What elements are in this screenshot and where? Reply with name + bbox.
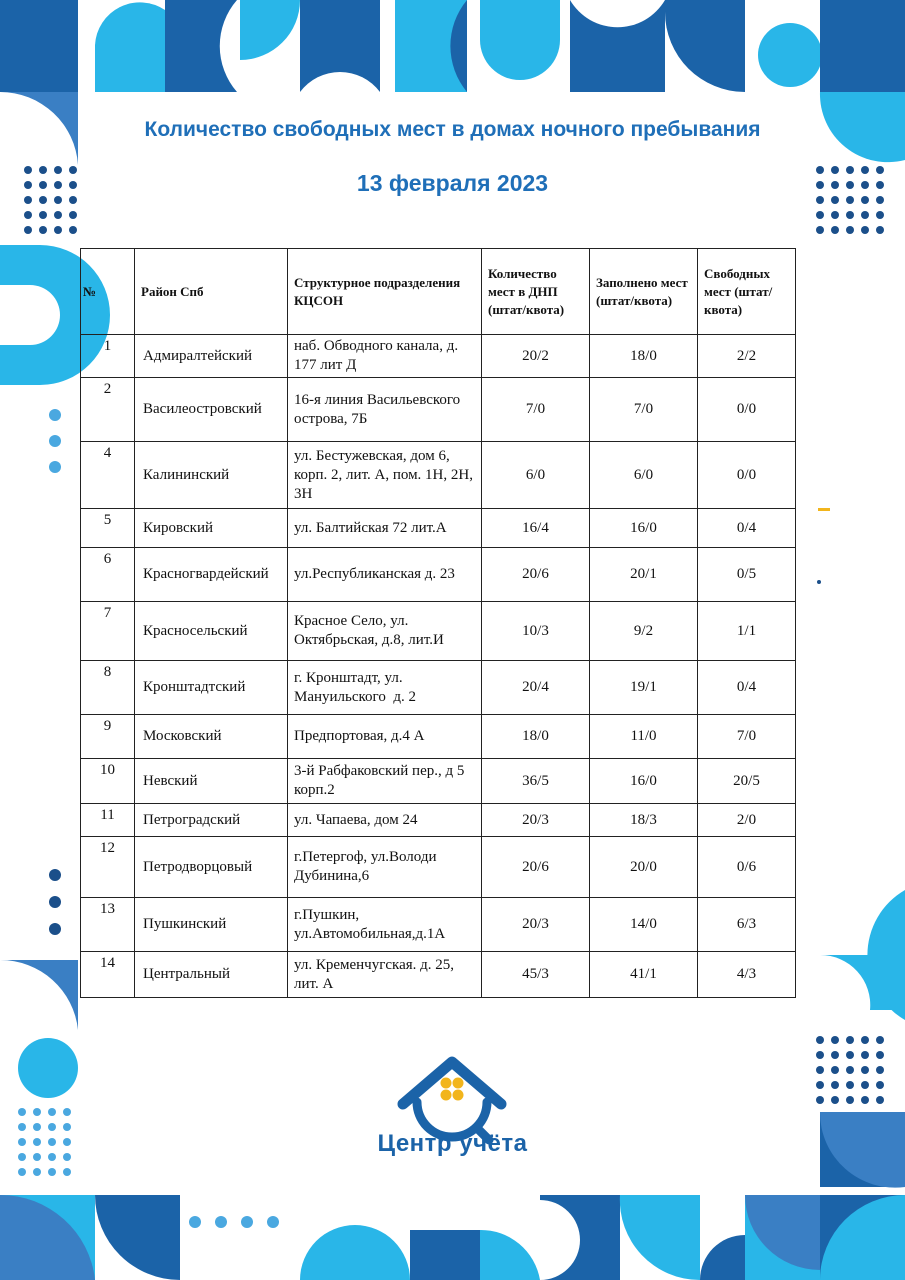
row-number: 4 bbox=[81, 442, 135, 509]
free-cell: 0/5 bbox=[698, 548, 796, 602]
filled-cell: 18/0 bbox=[590, 335, 698, 378]
table-row bbox=[81, 335, 796, 378]
filled-cell: 19/1 bbox=[590, 661, 698, 715]
table-header-row bbox=[81, 249, 796, 335]
free-cell: 1/1 bbox=[698, 602, 796, 661]
free-cell: 2/2 bbox=[698, 335, 796, 378]
district-cell: Московский bbox=[135, 715, 288, 759]
address-cell: Предпортовая, д.4 А bbox=[288, 715, 482, 759]
row-number: 10 bbox=[81, 759, 135, 804]
address-cell: 3-й Рабфаковский пер., д 5 корп.2 bbox=[288, 759, 482, 804]
table-row bbox=[81, 715, 796, 759]
district-cell: Петроградский bbox=[135, 804, 288, 837]
table-row bbox=[81, 442, 796, 509]
column-header-capacity: Количество мест в ДНП (штат/квота) bbox=[482, 249, 590, 335]
district-cell: Красносельский bbox=[135, 602, 288, 661]
address-cell: ул. Чапаева, дом 24 bbox=[288, 804, 482, 837]
address-cell: Красное Село, ул. Октябрьская, д.8, лит.И bbox=[288, 602, 482, 661]
capacity-cell: 18/0 bbox=[482, 715, 590, 759]
table-row bbox=[81, 661, 796, 715]
row-number: 6 bbox=[81, 548, 135, 602]
capacity-cell: 20/3 bbox=[482, 804, 590, 837]
capacity-cell: 20/6 bbox=[482, 837, 590, 898]
address-cell: наб. Обводного канала, д. 177 лит Д bbox=[288, 335, 482, 378]
report-date: 13 февраля 2023 bbox=[356, 170, 549, 196]
capacity-cell: 36/5 bbox=[482, 759, 590, 804]
table-row bbox=[81, 804, 796, 837]
filled-cell: 11/0 bbox=[590, 715, 698, 759]
address-cell: ул. Кременчугская. д. 25, лит. А bbox=[288, 952, 482, 998]
filled-cell: 6/0 bbox=[590, 442, 698, 509]
address-cell: 16-я линия Васильевского острова, 7Б bbox=[288, 378, 482, 442]
filled-cell: 16/0 bbox=[590, 759, 698, 804]
row-number: 1 bbox=[81, 335, 135, 378]
capacity-cell: 45/3 bbox=[482, 952, 590, 998]
capacity-cell: 20/2 bbox=[482, 335, 590, 378]
table-row bbox=[81, 378, 796, 442]
filled-cell: 16/0 bbox=[590, 509, 698, 548]
free-cell: 0/4 bbox=[698, 509, 796, 548]
district-cell: Кировский bbox=[135, 509, 288, 548]
filled-cell: 9/2 bbox=[590, 602, 698, 661]
address-cell: ул. Бестужевская, дом 6, корп. 2, лит. А, пом. 1Н, 2Н, 3Н bbox=[288, 442, 482, 509]
row-number: 2 bbox=[81, 378, 135, 442]
free-cell: 0/4 bbox=[698, 661, 796, 715]
row-number: 7 bbox=[81, 602, 135, 661]
row-number: 12 bbox=[81, 837, 135, 898]
address-cell: г.Петергоф, ул.Володи Дубинина,6 bbox=[288, 837, 482, 898]
address-cell: г. Кронштадт, ул. Мануильского д. 2 bbox=[288, 661, 482, 715]
district-cell: Кронштадтский bbox=[135, 661, 288, 715]
district-cell: Красногвардейский bbox=[135, 548, 288, 602]
free-cell: 20/5 bbox=[698, 759, 796, 804]
district-cell: Петродворцовый bbox=[135, 837, 288, 898]
filled-cell: 7/0 bbox=[590, 378, 698, 442]
capacity-cell: 6/0 bbox=[482, 442, 590, 509]
column-header-free: Свободных мест (штат/квота) bbox=[698, 249, 796, 335]
free-cell: 6/3 bbox=[698, 898, 796, 952]
capacity-cell: 16/4 bbox=[482, 509, 590, 548]
table-row bbox=[81, 548, 796, 602]
brand-name: Центр учёта bbox=[377, 1130, 528, 1157]
row-number: 8 bbox=[81, 661, 135, 715]
row-number: 9 bbox=[81, 715, 135, 759]
capacity-cell: 7/0 bbox=[482, 378, 590, 442]
district-cell: Калининский bbox=[135, 442, 288, 509]
free-places-table bbox=[80, 248, 796, 998]
free-cell: 0/6 bbox=[698, 837, 796, 898]
capacity-cell: 20/3 bbox=[482, 898, 590, 952]
column-header-address: Структурное подразделения КЦСОН bbox=[288, 249, 482, 335]
capacity-cell: 20/4 bbox=[482, 661, 590, 715]
free-cell: 0/0 bbox=[698, 378, 796, 442]
free-cell: 7/0 bbox=[698, 715, 796, 759]
table-row bbox=[81, 952, 796, 998]
filled-cell: 14/0 bbox=[590, 898, 698, 952]
address-cell: ул.Республиканская д. 23 bbox=[288, 548, 482, 602]
capacity-cell: 10/3 bbox=[482, 602, 590, 661]
column-header-filled: Заполнено мест (штат/квота) bbox=[590, 249, 698, 335]
address-cell: ул. Балтийская 72 лит.А bbox=[288, 509, 482, 548]
district-cell: Невский bbox=[135, 759, 288, 804]
filled-cell: 41/1 bbox=[590, 952, 698, 998]
filled-cell: 20/0 bbox=[590, 837, 698, 898]
row-number: 14 bbox=[81, 952, 135, 998]
column-header-number: № bbox=[81, 249, 135, 335]
capacity-cell: 20/6 bbox=[482, 548, 590, 602]
table-row bbox=[81, 602, 796, 661]
column-header-district: Район Спб bbox=[135, 249, 288, 335]
district-cell: Пушкинский bbox=[135, 898, 288, 952]
free-cell: 0/0 bbox=[698, 442, 796, 509]
district-cell: Адмиралтейский bbox=[135, 335, 288, 378]
page-title: Количество свободных мест в домах ночного пребывания bbox=[144, 118, 761, 141]
row-number: 13 bbox=[81, 898, 135, 952]
row-number: 11 bbox=[81, 804, 135, 837]
table-row bbox=[81, 898, 796, 952]
free-cell: 4/3 bbox=[698, 952, 796, 998]
filled-cell: 20/1 bbox=[590, 548, 698, 602]
table-row bbox=[81, 837, 796, 898]
filled-cell: 18/3 bbox=[590, 804, 698, 837]
district-cell: Василеостровский bbox=[135, 378, 288, 442]
address-cell: г.Пушкин, ул.Автомобильная,д.1А bbox=[288, 898, 482, 952]
table-row bbox=[81, 509, 796, 548]
table-row bbox=[81, 759, 796, 804]
free-cell: 2/0 bbox=[698, 804, 796, 837]
district-cell: Центральный bbox=[135, 952, 288, 998]
row-number: 5 bbox=[81, 509, 135, 548]
